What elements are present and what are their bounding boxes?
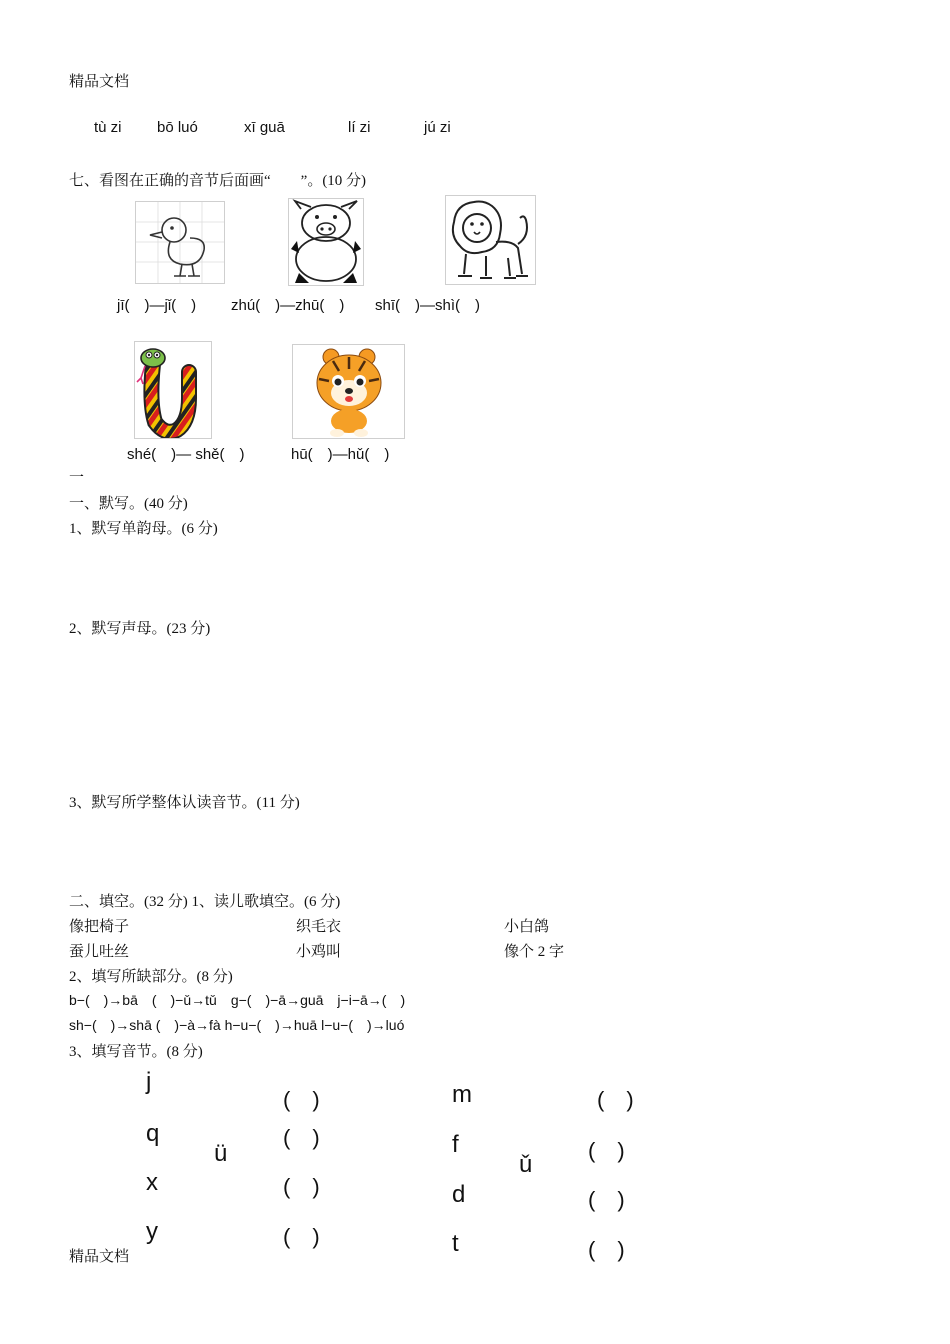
- answer-blank[interactable]: ( ): [588, 1237, 625, 1262]
- spelling-line: sh−( )→shā ( )−à→fà h−u−( )→huā l−u−( )→luó: [69, 1017, 405, 1033]
- rhyme-cell: 织毛衣: [296, 919, 342, 935]
- pig-picture: [288, 198, 364, 286]
- answer-blank[interactable]: ( ): [283, 1087, 320, 1112]
- final-letter: ǔ: [519, 1151, 533, 1178]
- pinyin-word: lí zi: [348, 119, 371, 136]
- tiger-picture: [292, 344, 405, 439]
- initial-letter: q: [146, 1120, 160, 1147]
- pinyin-word: tù zi: [94, 119, 122, 136]
- question-2-2: 2、填写所缺部分。(8 分): [69, 969, 233, 985]
- chick-picture: [135, 201, 225, 284]
- question-2-3: 3、填写音节。(8 分): [69, 1044, 203, 1060]
- pinyin-word: bō luó: [157, 119, 198, 136]
- lion-picture: [445, 195, 536, 285]
- question-1-3: 3、默写所学整体认读音节。(11 分): [69, 795, 300, 811]
- question-1-2: 2、默写声母。(23 分): [69, 621, 211, 637]
- chick-icon: [136, 202, 224, 283]
- section-2-title: 二、填空。(32 分) 1、读儿歌填空。(6 分): [69, 894, 341, 910]
- question-1-1: 1、默写单韵母。(6 分): [69, 521, 218, 537]
- answer-blank[interactable]: ( ): [283, 1174, 320, 1199]
- rhyme-cell: 像个 2 字: [504, 944, 565, 960]
- pinyin-word: xī guā: [244, 119, 285, 136]
- rhyme-cell: 小鸡叫: [296, 944, 342, 960]
- answer-blank[interactable]: ( ): [597, 1087, 634, 1112]
- final-letter: ü: [214, 1140, 228, 1167]
- snake-picture: [134, 341, 212, 439]
- rhyme-cell: 像把椅子: [69, 919, 130, 935]
- initial-letter: j: [146, 1068, 152, 1095]
- syllable-pair: jī( )—jǐ( ): [117, 297, 197, 314]
- rhyme-cell: 蚕儿吐丝: [69, 944, 130, 960]
- initial-letter: t: [452, 1230, 459, 1257]
- initial-letter: y: [146, 1218, 158, 1245]
- answer-blank[interactable]: ( ): [283, 1224, 320, 1249]
- pinyin-word: jú zi: [424, 119, 451, 136]
- initial-letter: d: [452, 1181, 466, 1208]
- lion-icon: [446, 196, 535, 284]
- syllable-pair: zhú( )—zhū( ): [231, 297, 345, 314]
- page-footer: 精品文档: [69, 1249, 130, 1265]
- initial-letter: m: [452, 1081, 472, 1108]
- spelling-line: b−( )→bā ( )−ǔ→tǔ g−( )−ā→guā j−i−ā→( ): [69, 992, 406, 1008]
- syllable-pair: hū( )—hǔ( ): [291, 446, 390, 463]
- rhyme-cell: 小白鸽: [504, 919, 550, 935]
- tiger-icon: [293, 345, 404, 438]
- syllable-pair: shī( )—shì( ): [375, 297, 481, 314]
- initial-letter: x: [146, 1169, 158, 1196]
- answer-blank[interactable]: ( ): [588, 1187, 625, 1212]
- page-header: 精品文档: [69, 74, 130, 90]
- stray-dash: 一: [69, 470, 85, 486]
- section-1-title: 一、默写。(40 分): [69, 496, 188, 512]
- snake-icon: [135, 342, 211, 438]
- initial-letter: f: [452, 1131, 459, 1158]
- pig-icon: [289, 199, 363, 285]
- answer-blank[interactable]: ( ): [588, 1138, 625, 1163]
- section-7-title: 七、看图在正确的音节后面画“ ”。(10 分): [69, 173, 367, 189]
- answer-blank[interactable]: ( ): [283, 1125, 320, 1150]
- syllable-pair: shé( )— shě( ): [127, 446, 245, 463]
